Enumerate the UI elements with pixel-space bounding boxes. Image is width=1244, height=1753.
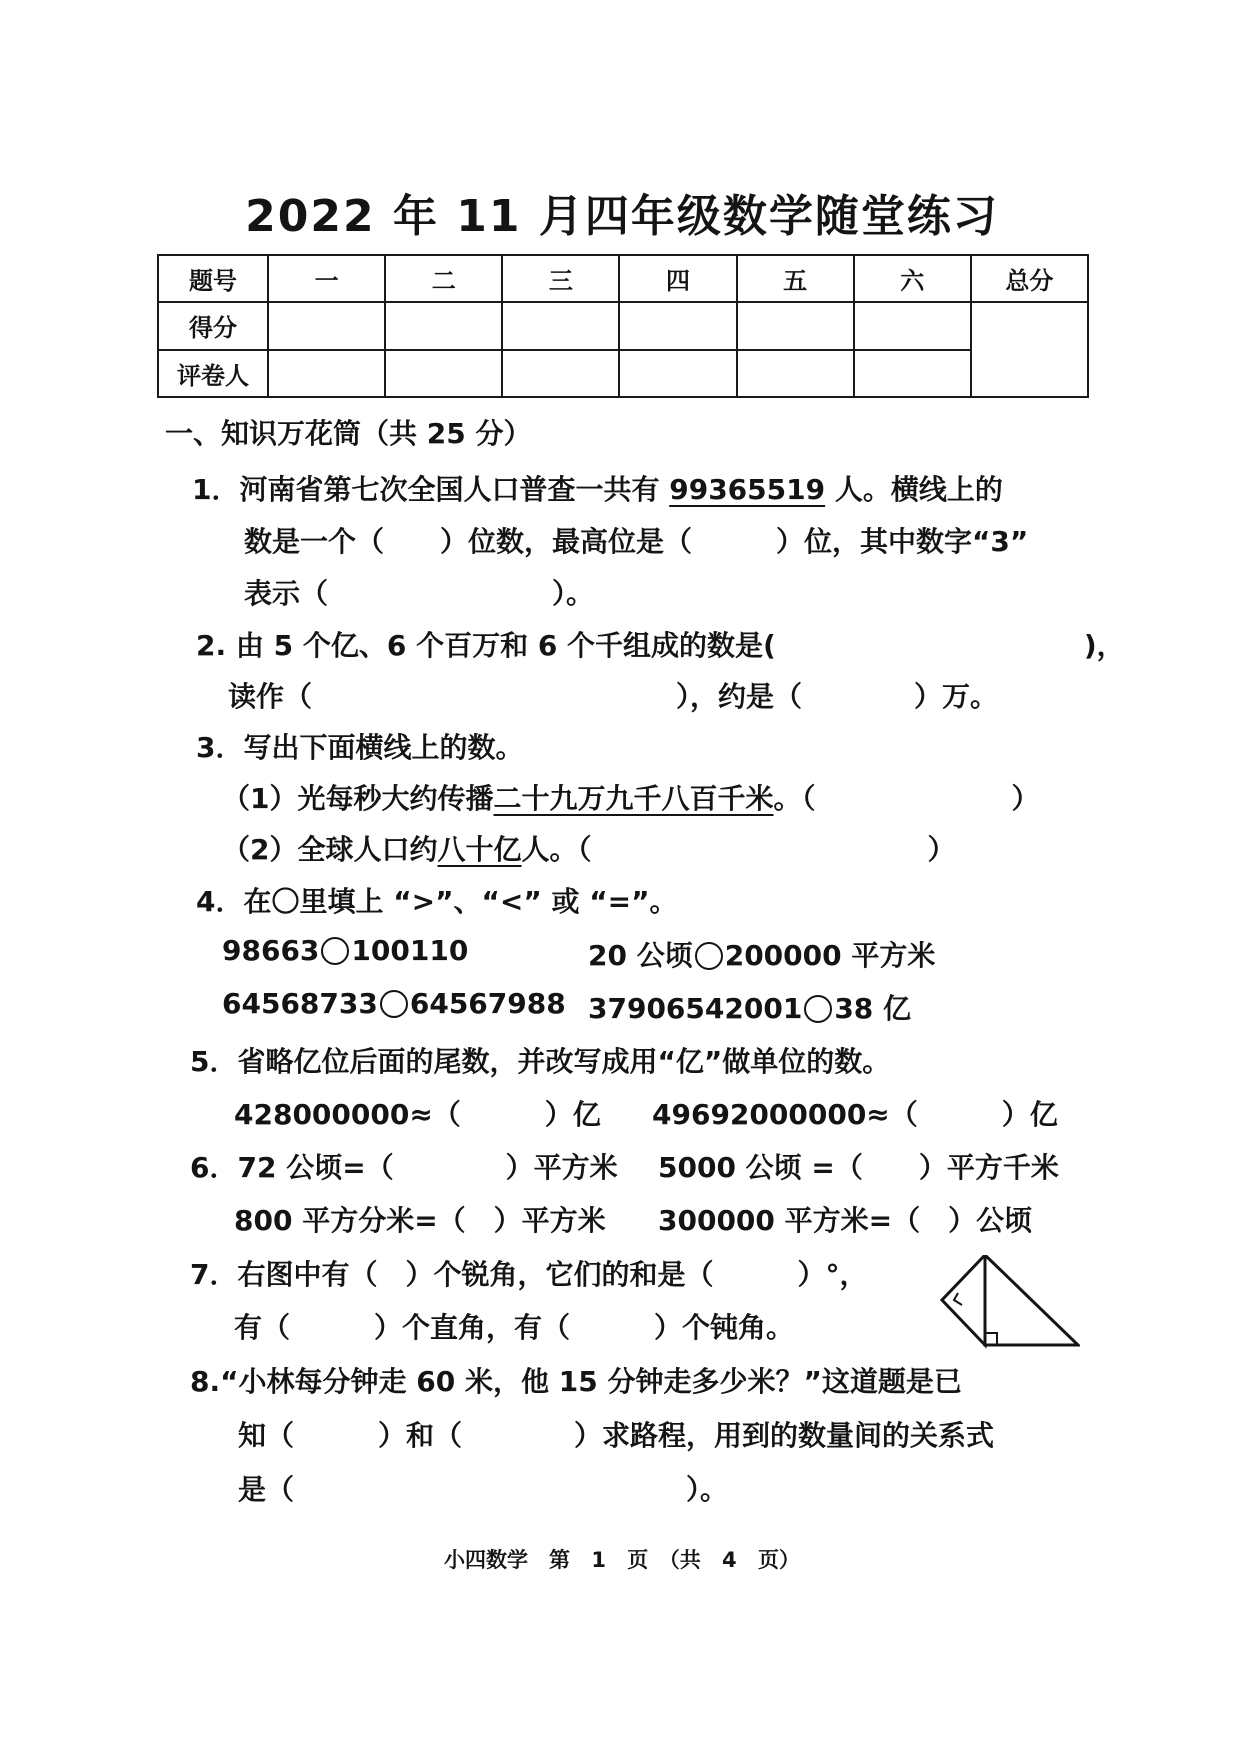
q7-line-1: 7．右图中有（ ）个锐角，它们的和是（ ）°， — [190, 1258, 868, 1291]
q4-compare-d — [588, 987, 911, 1027]
q3-underlined-number: 二十九万九千八百千米 — [493, 782, 774, 815]
score-cell — [854, 302, 971, 349]
triangle-figure — [940, 1255, 1080, 1350]
compare-circle[interactable] — [804, 995, 832, 1023]
q8-line-1: 8.“小林每分钟走 60 米，他 15 分钟走多少米？”这道题是已 — [190, 1365, 962, 1398]
q6-item-b: 5000 公顷 =（ ）平方千米 — [658, 1151, 1059, 1184]
column-6: 六 — [854, 255, 971, 302]
section-1-heading: 一、知识万花筒（共 25 分） — [165, 417, 532, 450]
score-table-score-row — [158, 302, 1088, 349]
q5-item-a: 428000000≈（ ）亿 — [234, 1098, 601, 1131]
score-table-grader-row — [158, 350, 1088, 397]
column-1: 一 — [268, 255, 385, 302]
q7-line-2: 有（ ）个直角，有（ ）个钝角。 — [234, 1311, 795, 1344]
score-table — [157, 254, 1089, 398]
q8-line-2: 知（ ）和（ ）求路程，用到的数量间的关系式 — [238, 1419, 995, 1452]
q4-compare-b — [588, 934, 935, 974]
q4-left-value: 98663 — [222, 934, 320, 967]
page-title: 2022 年 11 月四年级数学随堂练习 — [245, 191, 999, 242]
q6-item-d: 300000 平方米=（ ）公顷 — [658, 1204, 1033, 1237]
score-cell — [385, 302, 502, 349]
column-2: 二 — [385, 255, 502, 302]
total-score-cell — [971, 302, 1088, 397]
grader-cell — [502, 350, 619, 397]
q3-line-2 — [222, 777, 1040, 817]
q2-line-1: 2. 由 5 个亿、6 个百万和 6 个千组成的数是( )， — [196, 629, 1125, 662]
row-label-grader: 评卷人 — [158, 350, 268, 397]
page-footer: 小四数学 第 1 页 （共 4 页） — [444, 1548, 800, 1572]
row-label-number: 题号 — [158, 255, 268, 302]
score-cell — [502, 302, 619, 349]
q1-text: 1．河南省第七次全国人口普查一共有 — [192, 473, 670, 506]
q4-left-value: 20 公顷 — [588, 939, 693, 972]
q4-compare-c — [222, 987, 566, 1020]
q1-text: 人。横线上的 — [825, 473, 1003, 506]
q4-left-value: 37906542001 — [588, 992, 803, 1025]
q4-right-value: 64567988 — [409, 987, 566, 1020]
score-cell — [737, 302, 854, 349]
compare-circle[interactable] — [380, 990, 408, 1018]
score-table-header-row — [158, 255, 1088, 302]
q3-text: 。（ ） — [773, 782, 1040, 815]
q4-right-value: 100110 — [351, 934, 469, 967]
q4-right-value: 38 亿 — [834, 992, 912, 1025]
grader-cell — [737, 350, 854, 397]
column-4: 四 — [619, 255, 736, 302]
q4-right-value: 200000 平方米 — [724, 939, 936, 972]
q3-line-1: 3．写出下面横线上的数。 — [196, 731, 524, 764]
grader-cell — [619, 350, 736, 397]
q8-line-3: 是（ ）。 — [238, 1473, 729, 1506]
q1-population-number: 99365519 — [669, 473, 826, 506]
score-cell — [268, 302, 385, 349]
compare-circle[interactable] — [321, 937, 349, 965]
q3-line-3 — [222, 828, 956, 868]
q3-text: （2）全球人口约 — [222, 833, 438, 866]
grader-cell — [268, 350, 385, 397]
q5-item-b: 49692000000≈（ ）亿 — [652, 1098, 1058, 1131]
column-total: 总分 — [971, 255, 1088, 302]
q3-text: 人。（ ） — [521, 833, 956, 866]
q1-line-2: 数是一个（ ）位数，最高位是（ ）位，其中数字“3” — [244, 525, 1029, 558]
q2-line-2: 读作（ ），约是（ ）万。 — [228, 680, 999, 713]
score-cell — [619, 302, 736, 349]
q3-text: （1）光每秒大约传播 — [222, 782, 494, 815]
q6-item-a: 6．72 公顷=（ ）平方米 — [190, 1151, 618, 1184]
q6-item-c: 800 平方分米=（ ）平方米 — [234, 1204, 606, 1237]
q4-left-value: 64568733 — [222, 987, 378, 1020]
column-5: 五 — [737, 255, 854, 302]
row-label-score: 得分 — [158, 302, 268, 349]
grader-cell — [854, 350, 971, 397]
q4-line-1: 4．在〇里填上 “>”、“<” 或 “=”。 — [196, 885, 678, 918]
compare-circle[interactable] — [695, 942, 723, 970]
column-3: 三 — [502, 255, 619, 302]
grader-cell — [385, 350, 502, 397]
q3-underlined-number: 八十亿 — [437, 833, 522, 866]
q5-line-1: 5．省略亿位后面的尾数，并改写成用“亿”做单位的数。 — [190, 1045, 891, 1078]
q1-line-1 — [192, 468, 1003, 508]
q4-compare-a — [222, 934, 468, 967]
q1-line-3: 表示（ ）。 — [244, 577, 595, 610]
